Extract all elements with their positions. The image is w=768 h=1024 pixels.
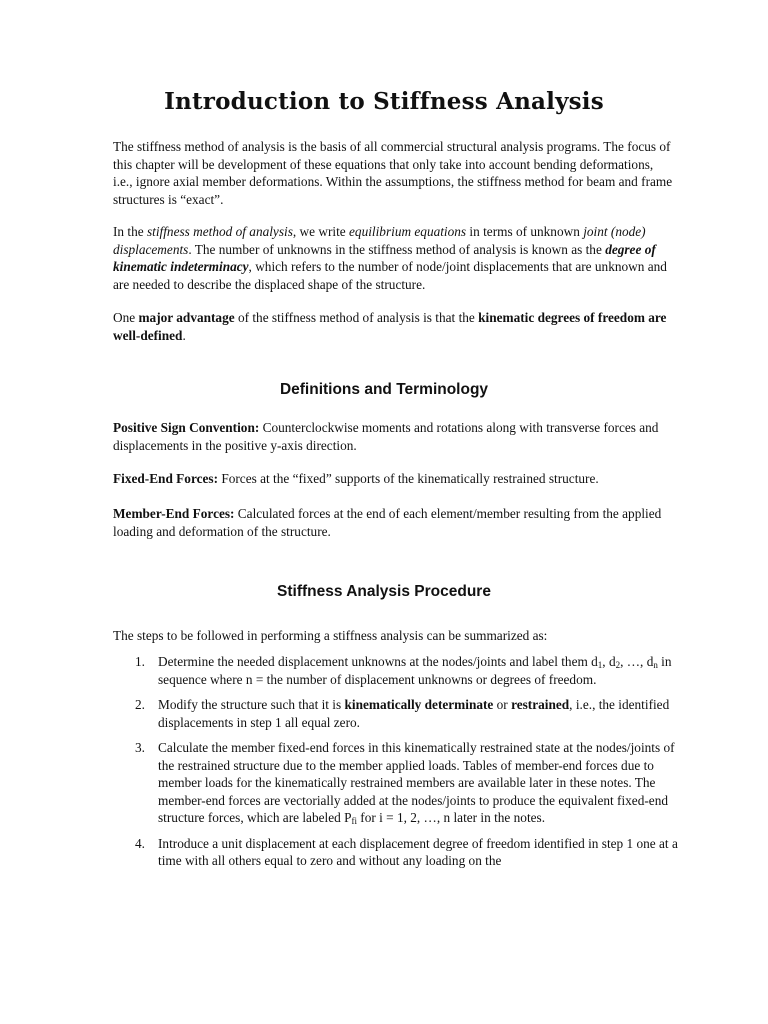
definition-term: Fixed-End Forces:	[113, 471, 219, 486]
step-number: 4.	[135, 835, 145, 851]
definition-text: Counterclockwise moments and rotations along with transverse forces and displacements in the positive y-axis direction.	[113, 420, 659, 453]
page-title: Introduction to Stiffness Analysis	[164, 88, 604, 115]
intro-paragraph-3	[113, 309, 673, 344]
procedure-step	[113, 739, 681, 827]
text-run: , d	[602, 654, 616, 669]
subscript: 1	[597, 660, 603, 670]
text-run: , which refers to the number of node/joint displacements that are unknown and are needed to describe the displaced shape of the structure.	[113, 259, 667, 292]
text-run: , i.e., the identified displacements in step 1 all equal zero.	[158, 697, 670, 730]
text-run: , …, d	[620, 654, 654, 669]
subscript: n	[653, 660, 658, 670]
procedure-steps-list	[113, 653, 681, 878]
text-run: Calculate the member fixed-end forces in this kinematically restrained state at the nodes/joints of the restrained structure due to the member applied loads. Tables of member-end forces due to member loads for the kinematically restrained members are available later in these notes. The member-end forces are vectorially added at the nodes/joints to produce the equivalent fixed-end structure forces, which are labeled P	[158, 740, 675, 825]
italic-term: joint (node) displacements	[113, 224, 646, 257]
subscript: fi	[351, 816, 357, 826]
definition-item	[113, 505, 673, 540]
definition-term: Positive Sign Convention:	[113, 420, 260, 435]
definition-item	[113, 419, 673, 454]
text-run: One	[113, 310, 139, 325]
procedure-step	[113, 653, 681, 688]
bold-term: major advantage	[138, 310, 235, 325]
text-run: In the	[113, 224, 147, 239]
bold-italic-term: degree of kinematic indeterminacy	[113, 241, 656, 274]
text-run: of the stiffness method of analysis is that the	[234, 310, 479, 325]
definition-item	[113, 470, 673, 488]
intro-paragraph-1: The stiffness method of analysis is the basis of all commercial structural analysis programs. The focus of this chapter will be development of these equations that only take into account bending deformations, i.e., ignore axial member deformations. Within the assumptions, the stiffness method for beam and frame structures is “exact”.	[113, 139, 673, 207]
procedure-intro: The steps to be followed in performing a stiffness analysis can be summarized as:	[113, 628, 548, 643]
step-number: 1.	[135, 654, 145, 669]
step-number: 3.	[135, 740, 145, 755]
bold-term: restrained	[511, 697, 570, 712]
step-number: 2.	[135, 697, 145, 712]
intro-paragraph-2	[113, 223, 673, 293]
procedure-step	[113, 696, 681, 731]
text-run: Introduce a unit displacement at each displacement degree of freedom identified in step 1 one at a time with all others equal to zero and without any loading on the	[158, 835, 678, 868]
text-run: Determine the needed displacement unknowns at the nodes/joints and label them d	[158, 654, 598, 669]
text-run: Modify the structure such that it is	[158, 697, 345, 712]
text-run: in sequence where n = the number of displacement unknowns or degrees of freedom.	[158, 654, 672, 687]
italic-term: stiffness method of analysis	[146, 224, 293, 239]
definition-text: Forces at the “fixed” supports of the kinematically restrained structure.	[218, 471, 599, 486]
text-run: .	[182, 327, 186, 343]
definition-text: Calculated forces at the end of each element/member resulting from the applied loading and deformation of the structure.	[113, 506, 662, 539]
text-run: for i = 1, 2, …, n later in the notes.	[356, 810, 546, 825]
definition-term: Member-End Forces:	[113, 506, 235, 521]
bold-term: kinematically determinate	[344, 697, 494, 712]
text-run: in terms of unknown	[466, 224, 584, 239]
section-heading-definitions: Definitions and Terminology	[279, 381, 489, 398]
procedure-step	[113, 835, 681, 870]
section-heading-procedure: Stiffness Analysis Procedure	[277, 583, 491, 600]
bold-term: kinematic degrees of freedom are well-defined	[113, 310, 667, 343]
text-run: or	[493, 697, 512, 712]
italic-term: equilibrium equations	[349, 224, 467, 239]
text-run: . The number of unknowns in the stiffness method of analysis is known as the	[188, 241, 606, 257]
subscript: 2	[615, 660, 621, 670]
text-run: , we write	[292, 224, 350, 239]
